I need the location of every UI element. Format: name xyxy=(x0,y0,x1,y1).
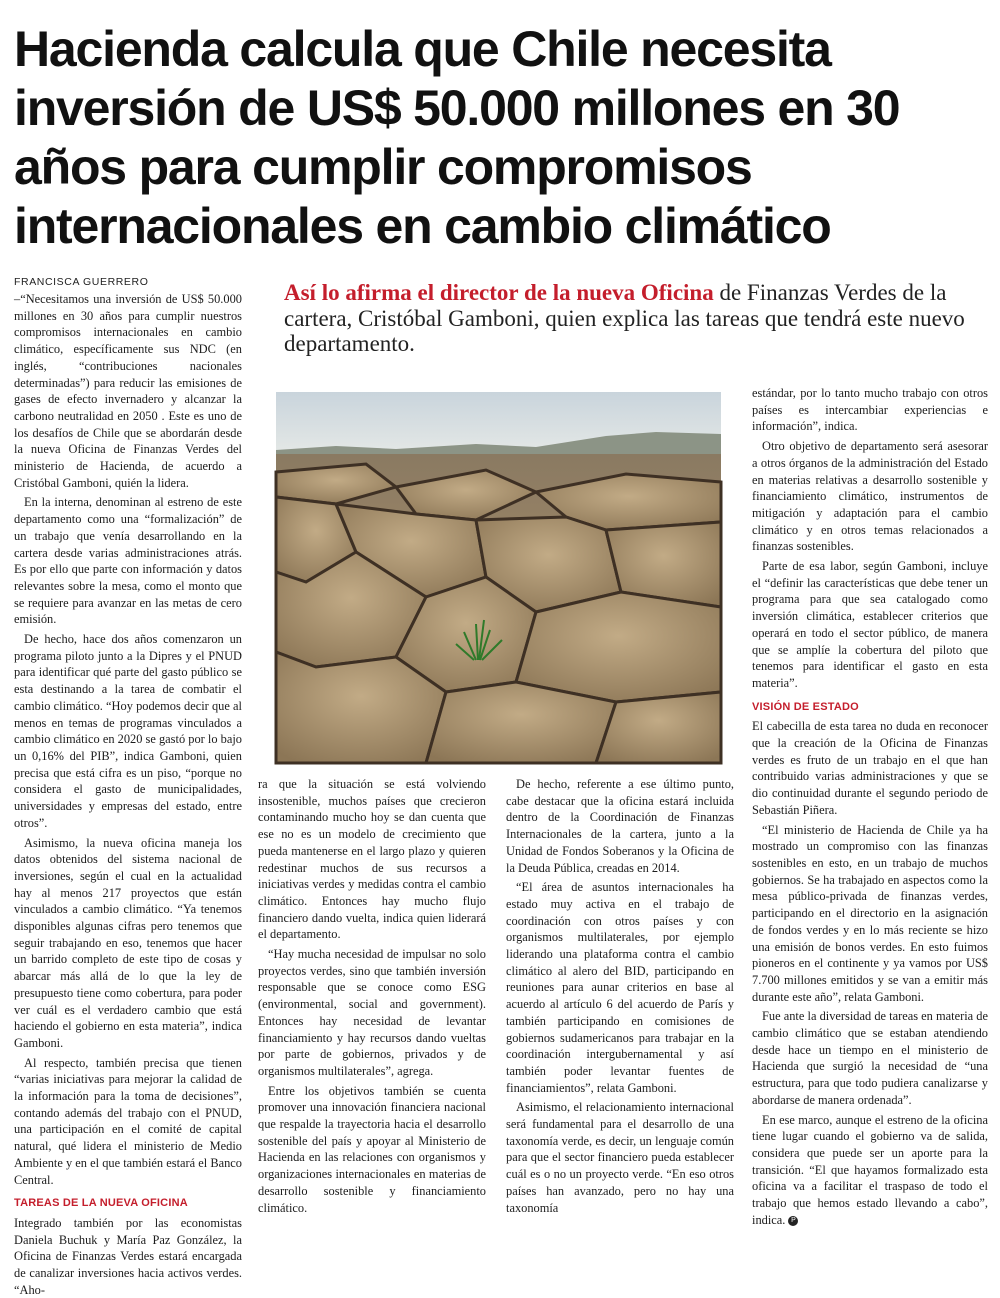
byline: FRANCISCA GUERRERO xyxy=(14,276,149,288)
article-column-4 xyxy=(752,385,988,1227)
paragraph: Asimismo, la nueva oficina maneja los datos obtenidos del sistema nacional de inversiones, según el cual en la actualidad hay al menos 217 proyectos que están vinculados a cambio climático. “Ya tenemos disponibles algunas cifras pero tenemos que seguir trabajando en eso, tenemos que hacer un barrido completo de este tipo de cosas y abarcar más allá de lo que la ley de presupuesto tiene como cobertura, para poder ver cuál es el verdadero cambio que está haciendo el gobierno en esta materia”, indica Gamboni. xyxy=(14,835,242,1050)
end-mark-icon: P xyxy=(788,1216,798,1226)
lead-rest: de Finanzas Verdes de la cartera, Cristóbal Gamboni, quien explica las tareas que tendrá este nuevo departamento. xyxy=(284,280,965,356)
paragraph: En la interna, denominan al estreno de este departamento como una “formalización” de un trabajo que venía desarrollando en la cartera desde varias administraciones atrás. Es por ello que parte con información y datos relevantes sobre la mesa, como el monto que se requiere para avanzar en las metas de cero emisión. xyxy=(14,495,242,627)
lead-highlight: Así lo afirma el director de la nueva Oficina xyxy=(284,280,714,305)
article-column-2 xyxy=(258,776,486,1215)
paragraph: De hecho, hace dos años comenzaron un programa piloto junto a la Dipres y el PNUD para identificar qué parte del gasto público se esta destinando a la tarea de combatir el cambio climático. “Hoy podemos decir que al menos en temas de programas vinculados a cambio climático en 2020 se gastó por lo bajo un 0,16% del PIB”, indica Gamboni, quien precisa que está cifra es un piso, “porque no considera el gasto de municipalidades, universidades y empresas del estado, entre otros”. xyxy=(14,632,242,830)
article-column-3 xyxy=(506,776,734,1215)
paragraph: “El ministerio de Hacienda de Chile ya ha mostrado un compromiso con las finanzas sostenibles en esto, en un trabajo de muchos gobiernos. Se ha trabajado en aspectos como la mesa público-privada de finanzas verdes, participando en el directorio en la asignación de fondos verdes y en lo más reciente se hizo una emisión de bonos verdes. En esto fuimos pioneros en el continente y ya vamos por US$ 7.700 millones emitidos y se van a emitir más durante este año”, relata Gamboni. xyxy=(752,822,988,1004)
paragraph: Al respecto, también precisa que tienen “varias iniciativas para mejorar la calidad de la información para la toma de decisiones”, contando además del trabajo con el PNUD, una participación en el comité de capital natural, qué lidera el ministerio de Medio Ambiente y en el que también estará el Banco Central. xyxy=(14,1055,242,1187)
photo-cracked-earth xyxy=(276,392,721,763)
paragraph: Asimismo, el relacionamiento internacional será fundamental para el desarrollo de una taxonomía verde, es decir, un lenguaje común para que el sector financiero pueda establecer cuál es o no un proyecto verde. “En eso otros países han avanzado, pero no hay una taxonomía xyxy=(506,1100,734,1215)
lead-paragraph xyxy=(284,280,989,357)
paragraph: Parte de esa labor, según Gamboni, incluye el “definir las características que debe tener un programa para que sea catalogado como inversión climática, establecer criterios que operará en todo el sector público, de manera que se amplíe la cobertura del piloto que tenemos para identificar el gasto en esta materia”. xyxy=(752,559,988,690)
paragraph: “El área de asuntos internacionales ha estado muy activa en el trabajo de coordinación con otros países y con organismos multilaterales, por ejemplo liderando una plataforma contra el cambio climático al alero del BID, participando en reuniones para aunar criterios en base al acuerdo al artículo 6 del acuerdo de París y también participando en comisiones de gobiernos sudamericanos para trabajar en la coordinación intergubernamental y así también poder levantar fuentes de financiamientos”, relata Gamboni. xyxy=(506,880,734,1095)
paragraph: De hecho, referente a ese último punto, cabe destacar que la oficina estará incluida dentro de la Coordinación de Finanzas Internacionales de la cartera, junto a la Unidad de Fondos Soberanos y la Oficina de la Deuda Pública, creadas en 2014. xyxy=(506,777,734,875)
paragraph: Entre los objetivos también se cuenta promover una innovación financiera nacional que respalde la trayectoria hacia el desarrollo sostenible del país y apoyar al Ministerio de Hacienda en las relaciones con organismos y organizaciones internacionales en materias de desarrollo sostenible y financiamiento climático. xyxy=(258,1083,486,1215)
headline: Hacienda calcula que Chile necesita inversión de US$ 50.000 millones en 30 años para cumplir compromisos internacionales en cambio climático xyxy=(14,21,900,254)
paragraph: ra que la situación se está volviendo insostenible, muchos países que crecieron contaminando mucho hoy se dan cuenta que ese no es un modelo de crecimiento que pueda mantenerse en el largo plazo y quieren redestinar muchos de sus recursos a iniciativas verdes y medidas contra el cambio climático. Entonces hay mucho flujo financiero dando vuelta, indica quien liderará el departamento. xyxy=(258,777,486,942)
subheading-vision: VISIÓN DE ESTADO xyxy=(752,700,859,713)
paragraph: Integrado también por las economistas Daniela Buchuk y María Paz González, la Oficina de Finanzas Verdes estará encargada de canalizar inversiones hacia activos verdes. “Aho- xyxy=(14,1215,242,1297)
paragraph: “Hay mucha necesidad de impulsar no solo proyectos verdes, sino que también inversión responsable que se conoce como ESG (environmental, social and government). Entonces hay necesidad de levantar financiamiento y hay recursos dando vueltas por parte de gobiernos, privados y de organismos multilaterales”, agrega. xyxy=(258,947,486,1078)
paragraph: Otro objetivo de departamento será asesorar a otros órganos de la administración del Estado en materias relativas a desarrollo sostenible y financiamiento climático, instrumentos de mitigación y adaptación para el cambio climático y en otros temas relacionados a finanzas sostenibles. xyxy=(752,439,988,554)
paragraph: Fue ante la diversidad de tareas en materia de cambio climático que se estaban atendiendo desde hace un tiempo en el ministerio de Hacienda que surgió la necesidad de “una estructura, para que todo pudiera canalizarse y abordarse de manera ordenada”. xyxy=(752,1009,988,1107)
paragraph: El cabecilla de esta tarea no duda en reconocer que la creación de la Oficina de Finanzas verdes es fruto de un trabajo en el que han contribuido varias administraciones y que se dio continuidad durante el segundo periodo de Sebastián Piñera. xyxy=(752,719,988,817)
paragraph: –“Necesitamos una inversión de US$ 50.000 millones en 30 años para cumplir nuestros compromisos internacionales en cambio climático, específicamente sus NDC (en inglés, “contribuciones nacionales determinadas”) para reducir las emisiones de gases de efecto invernadero y alcanzar la carbono neutralidad en 2050 . Este es uno de los desafíos de Chile que se abordarán desde la nueva Oficina de Finanzas Verdes del ministerio de Hacienda, de acuerdo a Cristóbal Gamboni, quién la lidera. xyxy=(14,292,242,490)
subheading-tareas: TAREAS DE LA NUEVA OFICINA xyxy=(14,1197,188,1210)
paragraph: estándar, por lo tanto mucho trabajo con otros países es intercambiar experiencias e información”, indica. xyxy=(752,386,988,434)
article-column-1 xyxy=(14,291,242,1297)
paragraph xyxy=(752,1112,988,1229)
final-paragraph-text: En ese marco, aunque el estreno de la oficina tiene lugar cuando el gobierno va de salida, considera que puede ser un aporte para la transición. “El que hayamos formalizado esta oficina va a facilitar el traspaso de todo el trabajo que hemos estado llevando a cabo”, indica. xyxy=(752,1112,988,1227)
cracked-earth-illustration xyxy=(276,392,721,763)
